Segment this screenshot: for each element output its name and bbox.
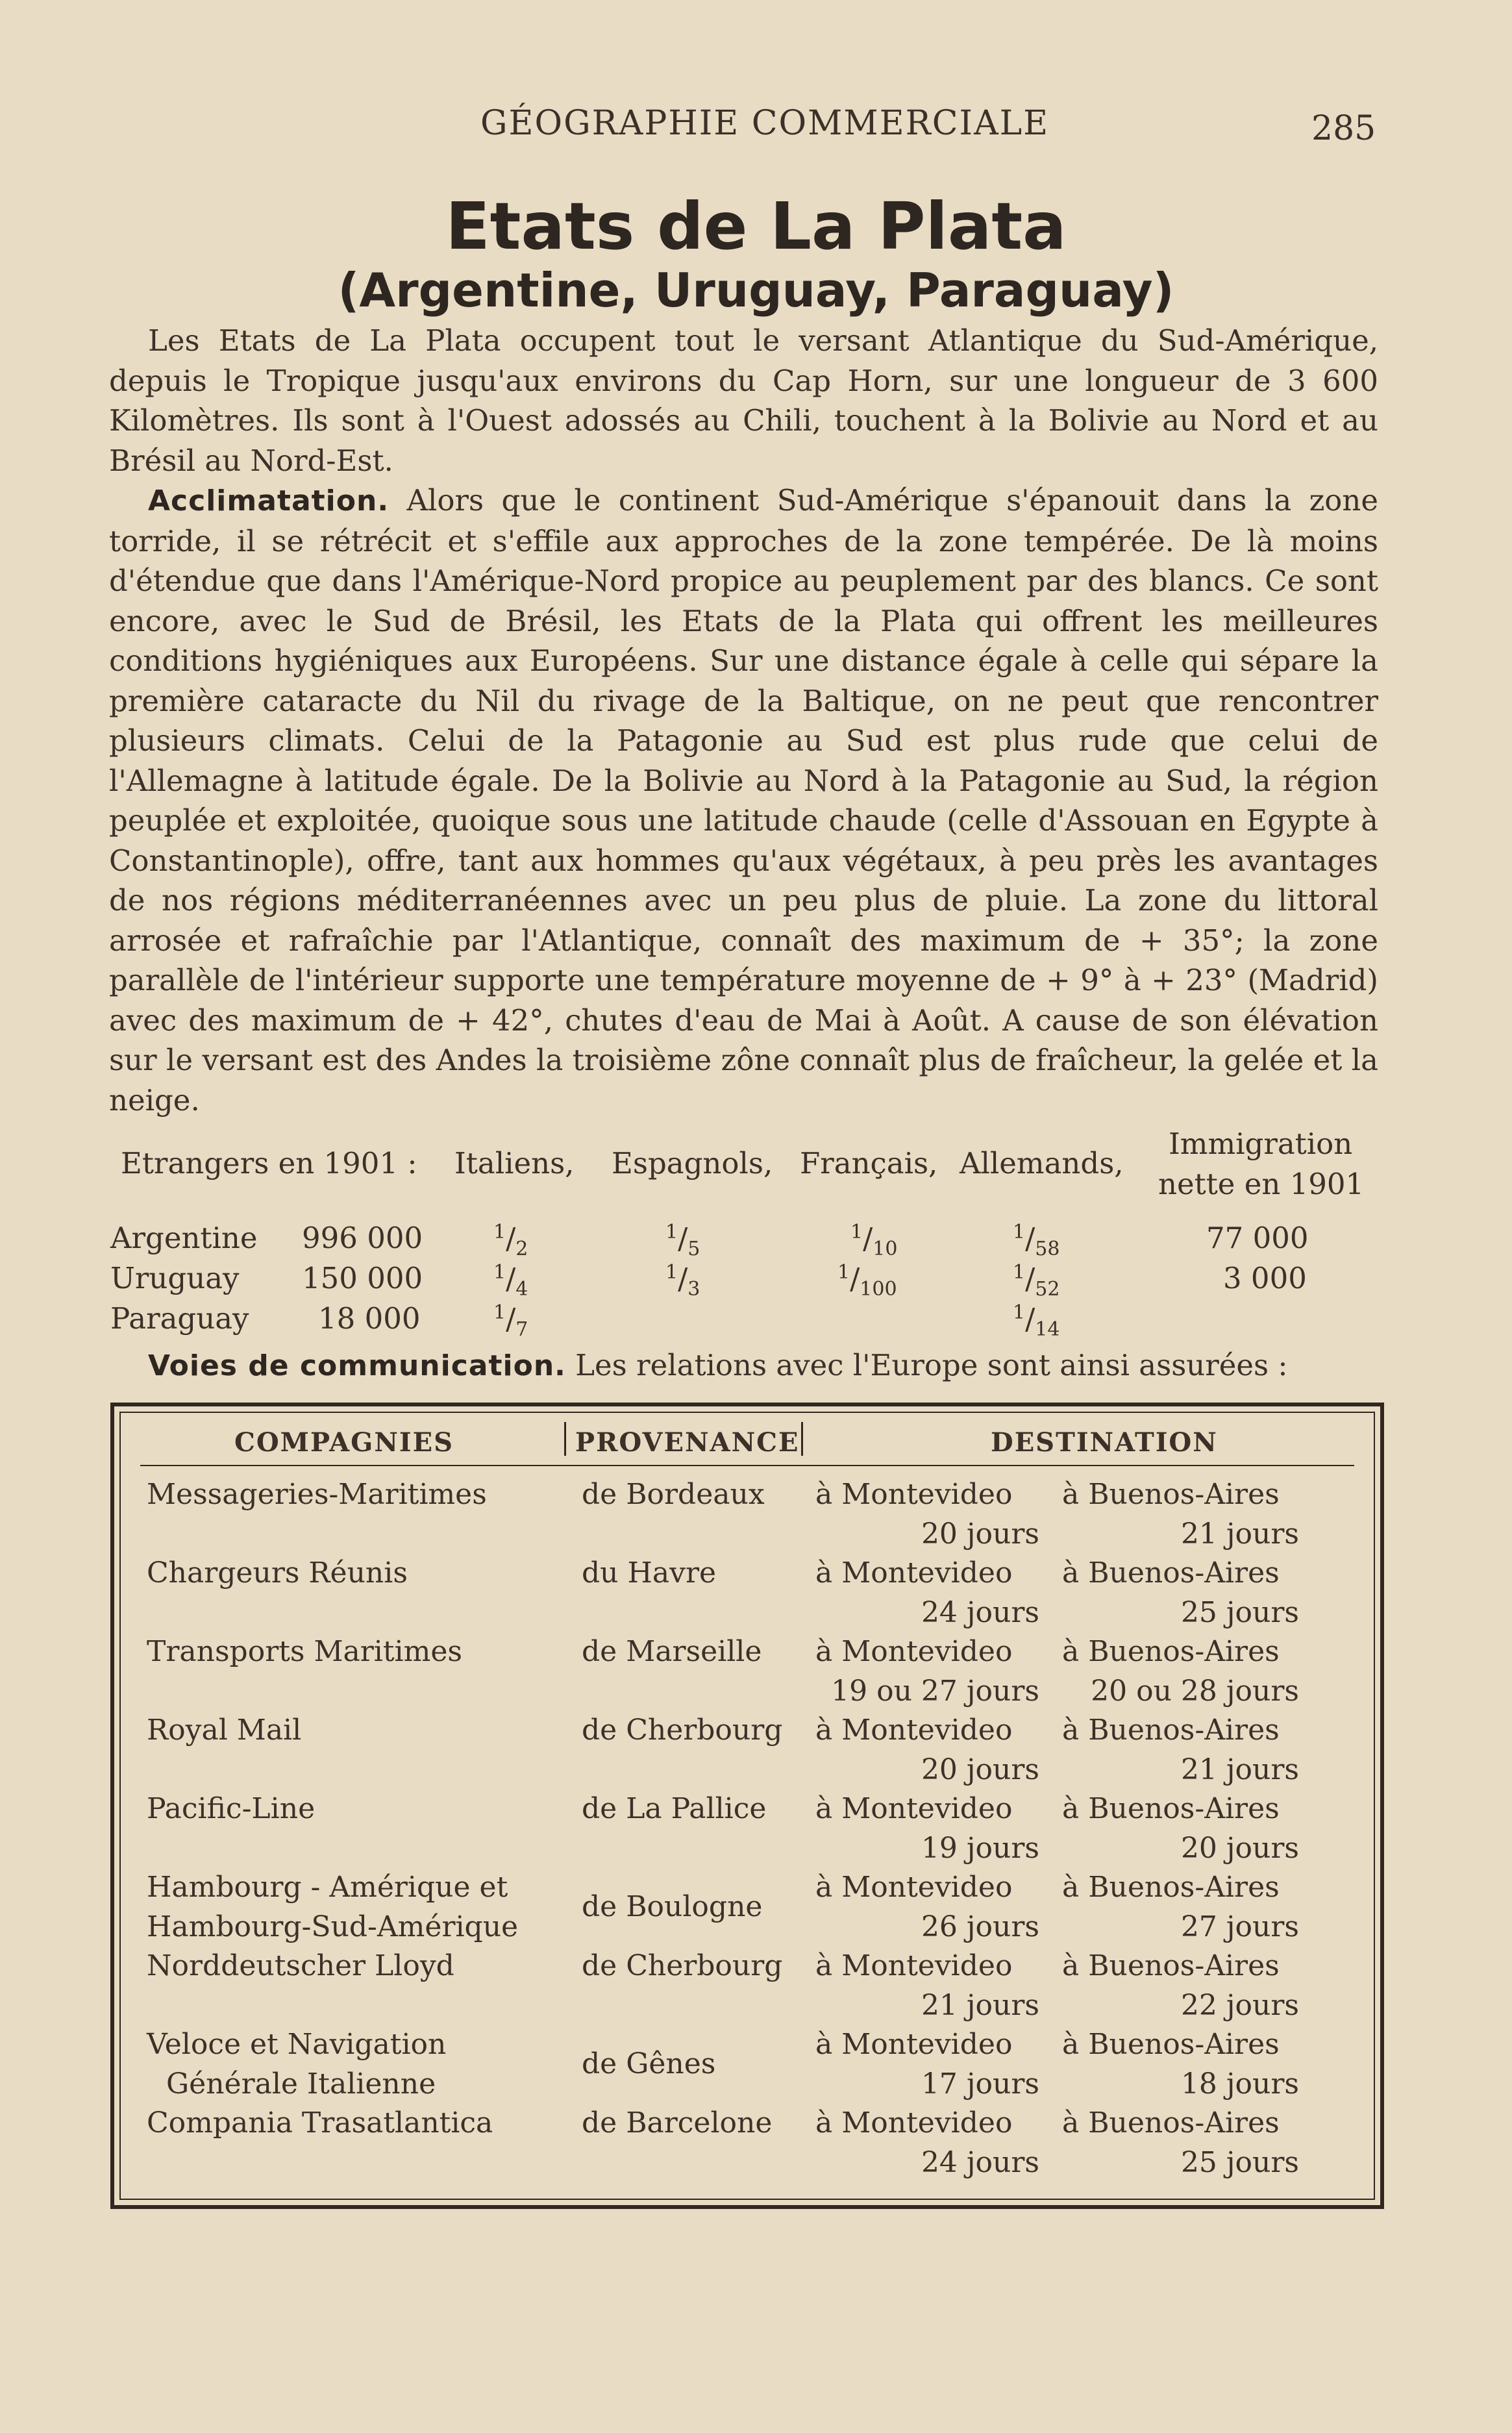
foreigner-count: 150 000 [302, 1261, 423, 1295]
duration-buenos-aires: 20 jours [1180, 1832, 1299, 1865]
fraction-italiens: $^1/_7$ [493, 1301, 528, 1341]
acclimatation-text: Alors que le continent Sud-Amérique s'épanouit dans la zone torride, il se rétrécit et s'effile aux approches de la zone tempérée. De là moins d'étendue que dans l'Amérique-Nord propice au peuplement par des blancs. Ce sont encore, avec le Sud de Brésil, les Etats de la Plata qui offrent les meilleures conditions hygiéniques aux Européens. Sur une distance égale à celle qui sépare la première cataracte du Nil du rivage de la Baltique, on ne peut que rencontrer plusieurs climats. Celui de la Patagonie au Sud est plus rude que celui de l'Allemagne à latitude égale. De la Bolivie au Nord à la Patagonie au Sud, la région peuplée et exploitée, quoique sous une latitude chaude (celle d'Assouan en Egypte à Constantinople), offre, tant aux hommes qu'aux végétaux, à peu près les avantages de nos régions méditerranéennes avec un peu plus de pluie. La zone du littoral arrosée et rafraîchie par l'Atlantique, connaît des maximum de + 35°; la zone parallèle de l'intérieur supporte une température moyenne de + 9° à + 23° (Madrid) avec des maximum de + 42°, chutes d'eau de Mai à Août. A cause de son élévation sur le versant est des Andes la troisième zône connaît plus de fraîcheur, la gelée et la neige. [109, 483, 1378, 1117]
company-name: Hambourg-Sud-Amérique [147, 1910, 519, 1943]
destination-buenos-aires: à Buenos-Aires [1062, 1871, 1280, 1904]
company-name: Hambourg - Amérique et [147, 1871, 508, 1904]
company-name: Générale Italienne [166, 2067, 436, 2101]
col-immigration-year: nette en 1901 [1158, 1167, 1365, 1201]
company-name: Transports Maritimes [147, 1635, 462, 1668]
fraction-francais: $^1/_{100}$ [837, 1261, 897, 1301]
destination-montevideo: à Montevideo [815, 2028, 1013, 2061]
duration-montevideo: 21 jours [921, 1989, 1039, 2022]
destination-montevideo: à Montevideo [815, 1478, 1013, 1511]
destination-buenos-aires: à Buenos-Aires [1062, 1556, 1280, 1590]
foreigner-count: 996 000 [302, 1221, 423, 1255]
col-italiens: Italiens, [454, 1146, 575, 1180]
destination-montevideo: à Montevideo [815, 1792, 1013, 1825]
fraction-italiens: $^1/_4$ [493, 1261, 528, 1301]
intro-paragraph: Les Etats de La Plata occupent tout le versant Atlantique du Sud-Amérique, depuis le Tropique jusqu'aux environs du Cap Horn, sur une longueur de 3 600 Kilomètres. Ils sont à l'Ouest adossés au Chili, touchent à la Bolivie au Nord et au Brésil au Nord-Est. [109, 323, 1378, 478]
destination-buenos-aires: à Buenos-Aires [1062, 1478, 1280, 1511]
destination-buenos-aires: à Buenos-Aires [1062, 2028, 1280, 2061]
duration-montevideo: 24 jours [921, 1596, 1039, 1629]
voies-heading: Voies de communication. [148, 1349, 566, 1382]
destination-buenos-aires: à Buenos-Aires [1062, 2106, 1280, 2140]
col-allemands: Allemands, [960, 1146, 1124, 1180]
header-provenance: PROVENANCE [575, 1427, 800, 1458]
duration-buenos-aires: 22 jours [1180, 1989, 1299, 2022]
country-name: Uruguay [110, 1261, 240, 1295]
body-text [109, 321, 1378, 1120]
voies-text: Les relations avec l'Europe sont ainsi assurées : [575, 1348, 1288, 1382]
destination-montevideo: à Montevideo [815, 1556, 1013, 1590]
duration-buenos-aires: 25 jours [1180, 2146, 1299, 2179]
company-name: Norddeutscher Lloyd [147, 1949, 454, 1982]
fraction-allemands: $^1/_{14}$ [1013, 1301, 1060, 1341]
company-name: Messageries-Maritimes [147, 1478, 487, 1511]
header-compagnies: COMPAGNIES [234, 1427, 454, 1458]
destination-buenos-aires: à Buenos-Aires [1062, 1792, 1280, 1825]
col-espagnols: Espagnols, [612, 1146, 773, 1180]
page-number: 285 [1311, 109, 1376, 148]
voies-paragraph [109, 1345, 1378, 1386]
immigration-value: 3 000 [1223, 1261, 1307, 1295]
destination-buenos-aires: à Buenos-Aires [1062, 1949, 1280, 1982]
acclimatation-paragraph [109, 480, 1378, 1120]
provenance: de Cherbourg [582, 1949, 783, 1982]
destination-montevideo: à Montevideo [815, 2106, 1013, 2140]
company-name: Pacific-Line [147, 1792, 316, 1825]
fraction-italiens: $^1/_2$ [493, 1221, 528, 1260]
duration-buenos-aires: 20 ou 28 jours [1091, 1675, 1299, 1708]
shipping-table [110, 1403, 1384, 2209]
provenance: du Havre [582, 1556, 717, 1590]
company-name: Veloce et Navigation [147, 2028, 447, 2061]
provenance: de Barcelone [582, 2106, 773, 2140]
duration-montevideo: 17 jours [921, 2067, 1039, 2101]
running-title: GÉOGRAPHIE COMMERCIALE [480, 104, 1050, 143]
fraction-allemands: $^1/_{52}$ [1013, 1261, 1060, 1301]
country-name: Argentine [110, 1221, 258, 1255]
duration-montevideo: 20 jours [921, 1517, 1039, 1551]
fraction-espagnols: $^1/_5$ [665, 1221, 700, 1260]
provenance: de La Pallice [582, 1792, 767, 1825]
acclimatation-heading: Acclimatation. [148, 484, 390, 518]
destination-montevideo: à Montevideo [815, 1714, 1013, 1747]
destination-montevideo: à Montevideo [815, 1635, 1013, 1668]
destination-buenos-aires: à Buenos-Aires [1062, 1714, 1280, 1747]
company-name: Compania Trasatlantica [147, 2106, 493, 2140]
duration-buenos-aires: 21 jours [1180, 1517, 1299, 1551]
duration-montevideo: 19 ou 27 jours [831, 1675, 1039, 1708]
duration-montevideo: 24 jours [921, 2146, 1039, 2179]
destination-montevideo: à Montevideo [815, 1949, 1013, 1982]
country-name: Paraguay [110, 1301, 249, 1336]
col-francais: Français, [800, 1146, 938, 1180]
duration-montevideo: 20 jours [921, 1753, 1039, 1786]
header-destination: DESTINATION [991, 1427, 1218, 1458]
etrangers-label: Etrangers en 1901 : [121, 1146, 417, 1180]
fraction-espagnols: $^1/_3$ [665, 1261, 700, 1301]
fraction-allemands: $^1/_{58}$ [1013, 1221, 1060, 1260]
col-immigration: Immigration [1169, 1127, 1353, 1161]
duration-buenos-aires: 18 jours [1180, 2067, 1299, 2101]
provenance: de Boulogne [582, 1890, 763, 1923]
company-name: Chargeurs Réunis [147, 1556, 408, 1590]
page-subtitle: (Argentine, Uruguay, Paraguay) [338, 263, 1174, 318]
foreigner-count: 18 000 [318, 1301, 421, 1336]
duration-montevideo: 19 jours [921, 1832, 1039, 1865]
provenance: de Bordeaux [582, 1478, 765, 1511]
duration-montevideo: 26 jours [921, 1910, 1039, 1943]
provenance: de Marseille [582, 1635, 762, 1668]
immigration-value: 77 000 [1206, 1221, 1309, 1255]
page-title: Etats de La Plata [445, 188, 1067, 264]
provenance: de Gênes [582, 2047, 716, 2080]
duration-buenos-aires: 21 jours [1180, 1753, 1299, 1786]
fraction-francais: $^1/_{10}$ [850, 1221, 898, 1260]
duration-buenos-aires: 25 jours [1180, 1596, 1299, 1629]
duration-buenos-aires: 27 jours [1180, 1910, 1299, 1943]
destination-montevideo: à Montevideo [815, 1871, 1013, 1904]
provenance: de Cherbourg [582, 1714, 783, 1747]
destination-buenos-aires: à Buenos-Aires [1062, 1635, 1280, 1668]
company-name: Royal Mail [147, 1714, 302, 1747]
